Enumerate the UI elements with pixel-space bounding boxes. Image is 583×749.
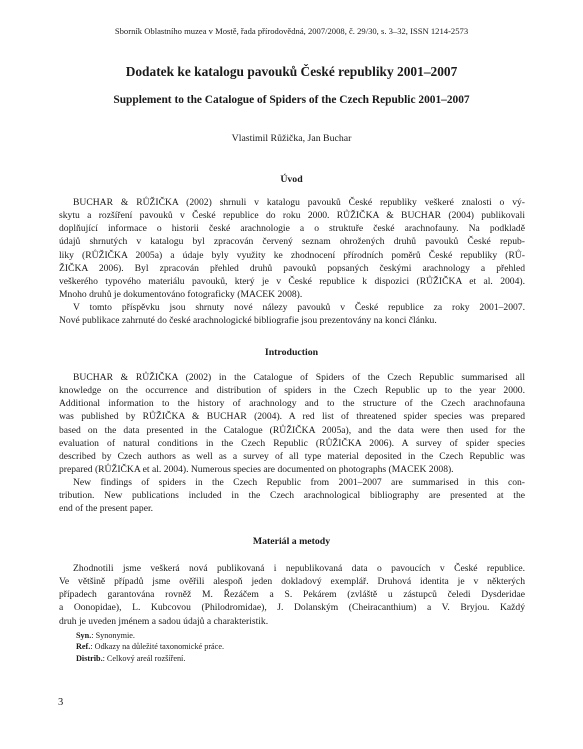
text-line: Nové publikace zahrnuté do české arachnologické bibliografie jsou prezentovány na konci článku. <box>59 315 437 327</box>
definition-item <box>76 630 224 641</box>
introduction-paragraph-1 <box>59 371 525 476</box>
text-line: based on the data presented in the Catalogue (RŮŽIČKA 2005a), and the data were then used for the <box>59 424 525 436</box>
text-line: end of the present paper. <box>59 503 154 515</box>
definition-item <box>76 641 224 652</box>
text-line: BUCHAR & RŮŽIČKA (2002) in the Catalogue of Spiders of the Czech Republic summarised all <box>73 372 525 383</box>
definition-term: Syn. <box>76 631 92 640</box>
heading-material-methods: Materiál a metody <box>252 536 331 547</box>
text-line: tribution. New publications included in the Czech arachnological bibliography are presented at the <box>59 490 525 502</box>
text-line: skytu a rozšíření pavouků v České republice do roku 2000. RŮŽIČKA & BUCHAR (2004) publikovali <box>59 210 525 222</box>
text-line: druh je uveden jménem a sadou údajů a charakteristik. <box>59 615 269 627</box>
text-line: doplňující informace o historii české arachnologie a o struktuře české arachnofauny. Na podkladě <box>59 223 525 235</box>
text-line: described by Czech authors as well as a survey of all type material deposited in the Czech Republic was <box>59 450 525 462</box>
text-line: BUCHAR & RŮŽIČKA (2002) shrnuli v katalogu pavouků České republiky veškeré znalosti o vý- <box>73 197 525 208</box>
text-line: evaluation of natural conditions in the Czech Republic (RŮŽIČKA 2006). A survey of spider species <box>59 437 525 449</box>
heading-introduction: Introduction <box>264 347 319 358</box>
text-line: případech garantována rovněž M. Řezáčem a S. Pekárem (zvláště u zástupců čeledi Dysderidae <box>59 589 525 601</box>
paper-title: Dodatek ke katalogu pavouků České republiky 2001–2007 <box>125 64 458 79</box>
definition-item <box>76 653 224 664</box>
page-number: 3 <box>58 697 64 708</box>
paper-subtitle: Supplement to the Catalogue of Spiders of the Czech Republic 2001–2007 <box>113 94 470 106</box>
definition-text: : Synonymie. <box>91 631 135 640</box>
text-line: veškerého typového materiálu pavouků, který je v České republice k dispozici (RŮŽIČKA et al. 2004). <box>59 275 525 287</box>
text-line: Additional information to the history of arachnology and to the structure of the Czech arachnofauna <box>59 398 525 410</box>
uvod-paragraph-2 <box>59 301 525 327</box>
text-line: V tomto příspěvku jsou shrnuty nové nálezy pavouků v České republice za roky 2001–2007. <box>73 302 525 313</box>
definition-term: Ref. <box>76 642 91 652</box>
definition-text: : Odkazy na důležité taxonomické práce. <box>90 642 224 652</box>
text-line: Mnoho druhů je dokumentováno fotograficky (MACEK 2008). <box>59 289 303 301</box>
text-line: prepared (RŮŽIČKA et al. 2004). Numerous species are documented on photographs (MACEK 2008). <box>59 464 454 476</box>
text-line: Zhodnotili jsme veškerá nová publikovaná i nepublikovaná data o pavoucích v České republice. <box>73 563 525 574</box>
definitions-list <box>76 630 224 664</box>
journal-header: Sborník Oblastního muzea v Mostě, řada přírodovědná, 2007/2008, č. 29/30, s. 3–32, ISSN 1214-2573 <box>114 26 469 36</box>
text-line: Ve většině případů jsme ověřili alespoň jeden dokladový exemplář. Druhová identita je v některých <box>59 576 525 588</box>
text-line: údajů shrnutých v katalogu byl zpracován červený seznam ohrožených druhů pavouků České repub- <box>59 236 525 248</box>
text-line: knowledge on the occurrence and distribution of spiders in the Czech Republic up to the year 2000. <box>59 385 525 397</box>
introduction-paragraph-2 <box>59 476 525 515</box>
text-line: was published by RŮŽIČKA & BUCHAR (2004). A red list of threatened spider species was prepared <box>59 411 525 423</box>
authors: Vlastimil Růžička, Jan Buchar <box>231 133 352 144</box>
definition-text: : Celkový areál rozšíření. <box>102 653 186 663</box>
text-line: liky (RŮŽIČKA 2005a) a údaje byly využity ke zhodnocení přírodních poměrů České republiky (RŮ- <box>59 249 525 261</box>
heading-uvod: Úvod <box>280 174 303 185</box>
methods-paragraph <box>59 562 525 628</box>
text-line: New findings of spiders in the Czech Republic from 2001–2007 are summarised in this con- <box>73 477 525 488</box>
uvod-paragraph-1 <box>59 196 525 301</box>
definition-term: Distrib. <box>76 653 103 663</box>
text-line: a Oonopidae), L. Kubcovou (Philodromidae), J. Dolanským (Cheiracanthium) a V. Bryjou. Každý <box>59 602 525 614</box>
text-line: ŽIČKA 2006). Byl zpracován přehled druhů pavouků popsaných českými arachnology a přehled <box>59 262 525 274</box>
